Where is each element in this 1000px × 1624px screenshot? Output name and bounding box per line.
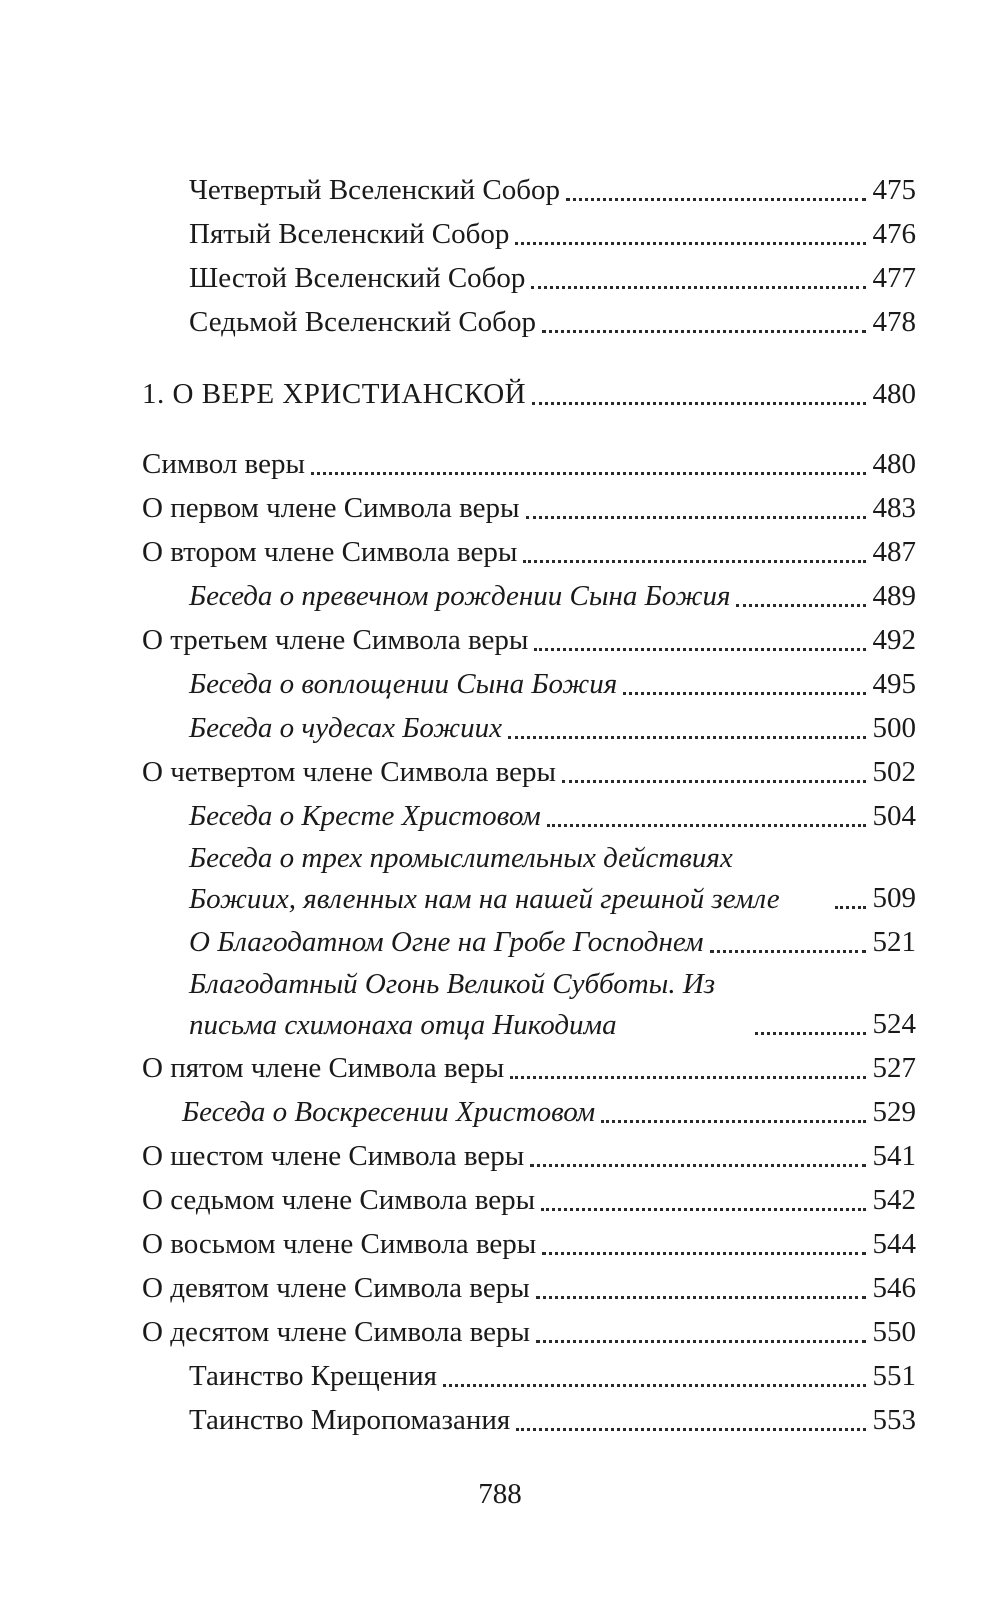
toc-entry-title: О шестом члене Символа веры [142, 1140, 525, 1172]
toc-entry-title: Таинство Крещения [189, 1360, 437, 1392]
toc-entry-title: Беседа о чудесах Божиих [189, 712, 503, 744]
toc-entry [142, 1134, 916, 1178]
dot-leader [623, 692, 866, 695]
toc-entry [142, 300, 916, 344]
toc-section-title: 1. О ВЕРЕ ХРИСТИАНСКОЙ [142, 378, 527, 410]
dot-leader [530, 1164, 866, 1167]
toc-entry-page: 500 [872, 712, 916, 744]
toc-entry-title: Беседа о Кресте Христовом [189, 800, 541, 832]
toc-entry-title: Символ веры [142, 448, 305, 480]
toc-entry-page: 551 [872, 1360, 916, 1392]
toc-entry-title: О втором члене Символа веры [142, 536, 518, 568]
toc-entry-title: Седьмой Вселенский Собор [189, 306, 536, 338]
dot-leader [531, 286, 866, 289]
dot-leader [710, 950, 867, 953]
toc-entry [142, 750, 916, 794]
dot-leader [547, 824, 866, 827]
toc-entry [142, 212, 916, 256]
toc-entry-page: 504 [872, 800, 916, 832]
dot-leader [541, 1208, 866, 1211]
dot-leader [536, 1296, 866, 1299]
dot-leader [536, 1340, 866, 1343]
toc-entry [142, 1310, 916, 1354]
toc-entry-page: 527 [872, 1052, 916, 1084]
toc-entry-title: Беседа о Воскресении Христовом [182, 1096, 596, 1128]
toc-entry-title: Беседа о воплощении Сына Божия [189, 668, 618, 700]
table-of-contents [142, 168, 916, 1442]
toc-entry-title: О четвертом члене Символа веры [142, 756, 557, 788]
toc-entry-page: 475 [872, 174, 916, 206]
toc-entry [142, 1398, 916, 1442]
dot-leader [526, 516, 867, 519]
toc-entry-title: Пятый Вселенский Собор [189, 218, 510, 250]
toc-entry-title: Благодатный Огонь Великой Субботы. Из письма схимонаха отца Никодима [189, 968, 716, 1041]
toc-entry [142, 794, 916, 838]
dot-leader [515, 242, 866, 245]
dot-leader [508, 736, 866, 739]
toc-entry-title: Таинство Миропомазания [189, 1404, 511, 1436]
dot-leader [516, 1428, 866, 1431]
toc-entry-title: О первом члене Символа веры [142, 492, 520, 524]
toc-entry-title: О восьмом члене Символа веры [142, 1228, 537, 1260]
toc-entry-page: 542 [872, 1184, 916, 1216]
toc-entry-page: 550 [872, 1316, 916, 1348]
toc-entry-page: 480 [872, 378, 916, 410]
toc-entry-page: 524 [872, 1008, 916, 1040]
toc-entry-page: 489 [872, 580, 916, 612]
toc-entry [142, 618, 916, 662]
dot-leader [532, 402, 866, 405]
dot-leader [601, 1120, 866, 1123]
toc-entry-title: О десятом члене Символа веры [142, 1316, 530, 1348]
dot-leader [755, 1032, 866, 1035]
toc-entry-title: Шестой Вселенский Собор [189, 262, 526, 294]
dot-leader [510, 1076, 866, 1079]
toc-entry [142, 530, 916, 574]
toc-entry-page: 492 [872, 624, 916, 656]
toc-section-heading [142, 372, 916, 416]
toc-entry-title: О девятом члене Символа веры [142, 1272, 530, 1304]
toc-entry-page: 476 [872, 218, 916, 250]
toc-entry-title: О пятом члене Символа веры [142, 1052, 505, 1084]
dot-leader [311, 472, 866, 475]
toc-entry [142, 1354, 916, 1398]
toc-entry-page: 541 [872, 1140, 916, 1172]
toc-entry-page: 502 [872, 756, 916, 788]
toc-entry-page: 477 [872, 262, 916, 294]
toc-entry [142, 1046, 916, 1090]
toc-entry [142, 1090, 916, 1134]
toc-entry [142, 442, 916, 486]
dot-leader [523, 560, 866, 563]
toc-entry [142, 1222, 916, 1266]
toc-entry-page: 478 [872, 306, 916, 338]
dot-leader [562, 780, 866, 783]
dot-leader [736, 604, 866, 607]
dot-leader [542, 330, 866, 333]
dot-leader [835, 906, 866, 909]
dot-leader [443, 1384, 866, 1387]
toc-entry-title: Беседа о превечном рождении Сына Божия [189, 580, 731, 612]
dot-leader [534, 648, 866, 651]
toc-entry-page: 544 [872, 1228, 916, 1260]
toc-entry [142, 486, 916, 530]
toc-entry-page: 546 [872, 1272, 916, 1304]
toc-entry-title: О седьмом члене Символа веры [142, 1184, 536, 1216]
toc-entry [142, 1178, 916, 1222]
toc-entry-page: 509 [872, 882, 916, 914]
dot-leader [566, 198, 866, 201]
toc-entry-page: 480 [872, 448, 916, 480]
toc-entry-page: 521 [872, 926, 916, 958]
toc-entry-page: 487 [872, 536, 916, 568]
toc-entry [142, 838, 916, 920]
toc-entry-page: 529 [872, 1096, 916, 1128]
toc-entry-page: 495 [872, 668, 916, 700]
toc-entry [142, 574, 916, 618]
toc-entry-title: О третьем члене Символа веры [142, 624, 529, 656]
toc-entry [142, 256, 916, 300]
toc-entry [142, 920, 916, 964]
toc-entry-title: Беседа о трех промыслительных действиях Божиих, явленных нам на нашей грешной земле [189, 842, 780, 915]
toc-entry [142, 662, 916, 706]
toc-entry-page: 553 [872, 1404, 916, 1436]
toc-entry [142, 706, 916, 750]
toc-entry-title: Четвертый Вселенский Собор [189, 174, 560, 206]
page-number: 788 [478, 1478, 522, 1510]
dot-leader [542, 1252, 866, 1255]
toc-entry [142, 1266, 916, 1310]
toc-entry-page: 483 [872, 492, 916, 524]
toc-entry [142, 168, 916, 212]
toc-entry-title: О Благодатном Огне на Гробе Господнем [189, 926, 704, 958]
toc-entry [142, 964, 916, 1046]
